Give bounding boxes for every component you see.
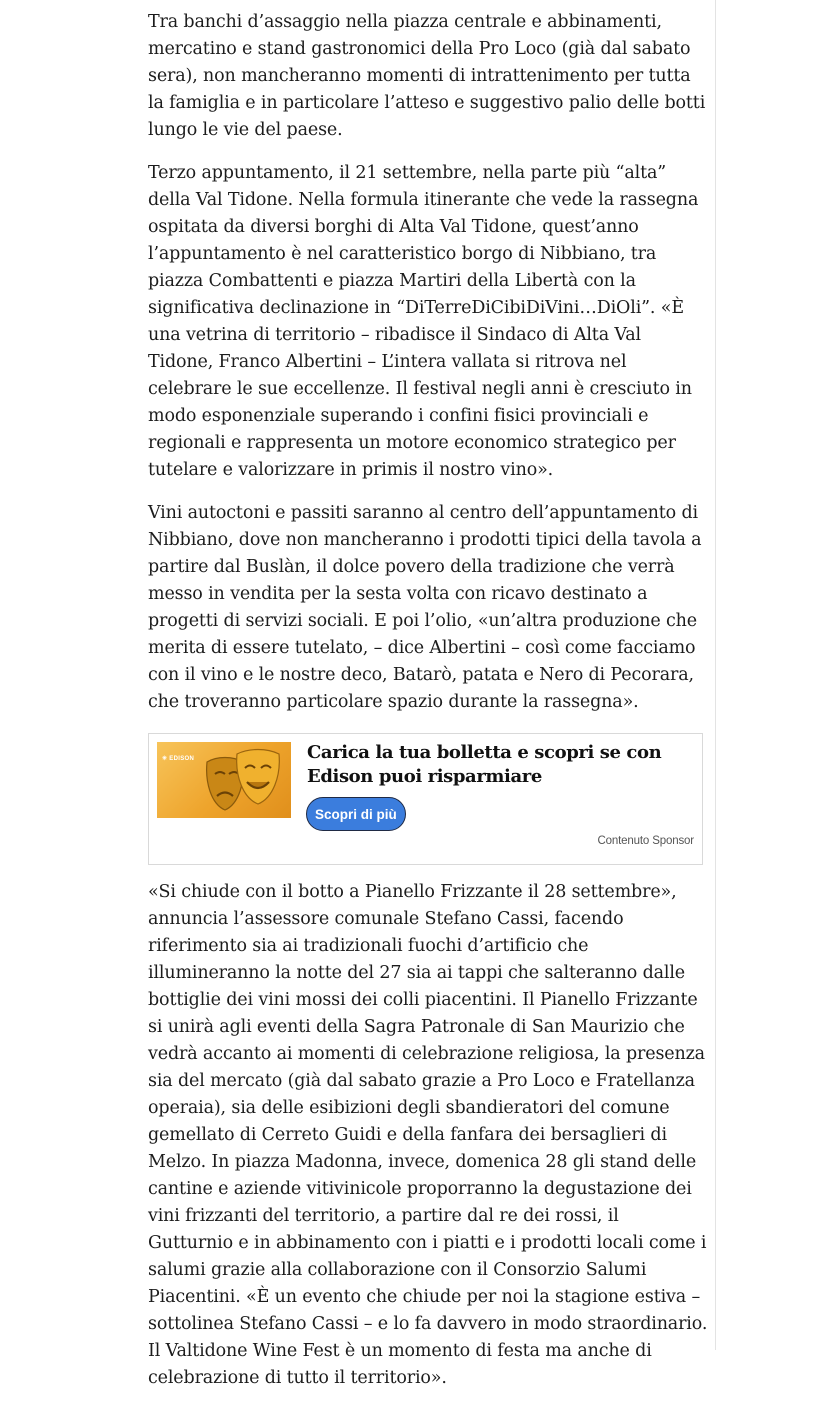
discover-more-button[interactable]: Scopri di più <box>306 797 406 831</box>
sponsor-logo: ✳ EDISON <box>162 746 194 773</box>
page-divider <box>715 0 716 1350</box>
article-paragraph: Tra banchi d’assaggio nella piazza centrale e abbinamenti, mercatino e stand gastronomici della Pro Loco (già dal sabato sera), non mancheranno momenti di intrattenimento per tutta la famiglia e in particolare l’atteso e suggestivo palio delle botti lungo le vie del paese. <box>148 12 706 140</box>
sponsor-image[interactable] <box>157 742 291 818</box>
article-paragraph: «Si chiude con il botto a Pianello Frizzante il 28 settembre», annuncia l’assessore comunale Stefano Cassi, facendo riferimento sia ai tradizionali fuochi d’artificio che illumineranno la notte del 27 sia ai tappi che salteranno dalle bottiglie dei vini mossi dei colli piacentini. Il Pianello Frizzante si unirà agli eventi della Sagra Patronale di San Maurizio che vedrà accanto ai momenti di celebrazione religiosa, la presenza sia del mercato (già dal sabato grazie a Pro Loco e Fratellanza operaia), sia delle esibizioni degli sbandieratori del comune gemellato di Cerreto Guidi e della fanfara dei bersaglieri di Melzo. In piazza Madonna, invece, domenica 28 gli stand delle cantine e aziende vitivinicole proporranno la degustazione dei vini frizzanti del territorio, a partire dal re dei rossi, il Gutturnio e in abbinamento con i piatti e i prodotti locali come i salumi grazie alla collaborazione con il Consorzio Salumi Piacentini. «È un evento che chiude per noi la stagione estiva – sottolinea Stefano Cassi – e lo fa davvero in modo straordinario. Il Valtidone Wine Fest è un momento di festa ma anche di celebrazione di tutto il territorio». <box>148 882 708 1388</box>
article-paragraph: Terzo appuntamento, il 21 settembre, nella parte più “alta” della Val Tidone. Nella formula itinerante che vede la rassegna ospitata da diversi borghi di Alta Val Tidone, quest’anno l’appuntamento è nel caratteristico borgo di Nibbiano, tra piazza Combattenti e piazza Martiri della Libertà con la significativa declinazione in “DiTerreDiCibiDiVini…DiOli”. «È una vetrina di territorio – ribadisce il Sindaco di Alta Val Tidone, Franco Albertini – L’intera vallata si ritrova nel celebrare le sue eccellenze. Il festival negli anni è cresciuto in modo esponenziale superando i confini fisici provinciali e regionali e rappresenta un motore economico strategico per tutelare e valorizzare in primis il nostro vino». <box>148 163 699 480</box>
article-body <box>148 9 708 1408</box>
sponsored-content-box[interactable] <box>148 733 703 865</box>
theater-masks-icon <box>201 748 283 816</box>
article-paragraph: Vini autoctoni e passiti saranno al centro dell’appuntamento di Nibbiano, dove non mancheranno i prodotti tipici della tavola a partire dal Buslàn, il dolce povero della tradizione che verrà messo in vendita per la sesta volta con ricavo destinato a progetti di servizi sociali. E poi l’olio, «un’altra produzione che merita di essere tutelato, – dice Albertini – così come facciamo con il vino e le nostre deco, Batarò, patata e Nero di Pecorara, che troveranno particolare spazio durante la rassegna». <box>148 503 702 712</box>
sponsor-label: Contenuto Sponsor <box>597 835 694 847</box>
sponsor-headline[interactable]: Carica la tua bolletta e scopri se con Edison puoi risparmiare <box>307 742 662 787</box>
